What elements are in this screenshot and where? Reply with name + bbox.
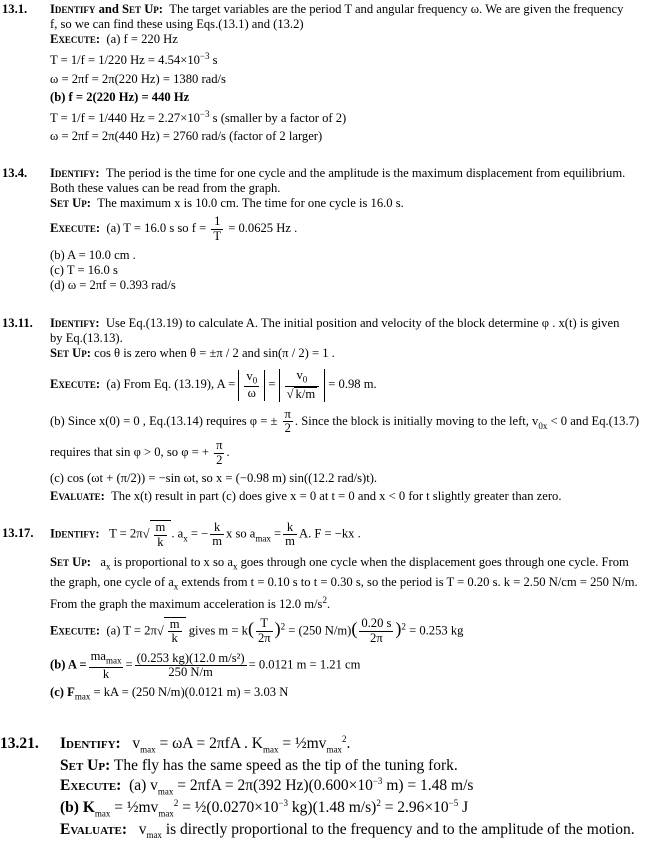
numerator: 0.20 s [361, 616, 392, 631]
formula-text: kg)(1.48 m/s) [288, 799, 377, 817]
numerator: (0.253 kg)(12.0 m/s²) [136, 650, 245, 665]
part-a: (a) From Eq. (13.19), A = [106, 377, 236, 392]
part-a: (a) T = 16.0 s so f = [106, 221, 207, 236]
denominator: 2π [370, 630, 383, 645]
problem-body [50, 166, 664, 293]
problem-body: Identify: T = 2π√ $\frac{m}{k}$ . $a_x$ = − $\frac{k}{m}$ x so $a_{max}$ = $\frac{k}{m}$ A. F = −kx . Set Up: $a_x$ is proportional to x so $a_x$ goes through one cycle when the displacement goes through one cycle. From the graph, one cycle of $a_x$ extends from t = 0.10 s to t = 0.30 s, so the period is T = 0.20 s. k = 2.50 N/cm = 250 N/m. From the graph the maximum acceleration is 12.0 $m/s^2$. Execute: (a) T = 2π√ $\frac{m}{k}$ gives m = k( $\frac{T}{2\pi}$ )$^2$ = (250 N/m)( $\frac{0.20 s}{2\pi}$ )$^2$ = 0.253 kg (b) A = $\frac{ma_{max}}{k}$ = $\frac{\text{(0.253 kg)(12.0 m/s²)}}{250 N/m}$ = 0.0121 m = 1.21 cm (c) $F_{max}$ = kA = (250 N/m)(0.0121 m) = 3.03 N [50, 519, 638, 702]
identify-text: Use Eq.(13.19) to calculate A. The initial position and velocity of the block determine φ . x(t) is given [105, 316, 620, 330]
numerator: T [256, 617, 273, 632]
formula-text: = (250 N/m) [288, 623, 352, 638]
exponent: −5 [448, 798, 459, 809]
subscript: max [94, 808, 111, 819]
fraction [359, 617, 393, 646]
evaluate-text: The x(t) result in part (c) does give x = 0 at t = 0 and x < 0 for t slightly greater than zero. [111, 489, 562, 504]
abs-value [279, 369, 326, 401]
formula-text: = 2πfA = 2π(392 Hz)(0.600×10 [173, 777, 373, 795]
part-a: (a) f = 220 Hz [106, 32, 178, 47]
identify-label: Identify: [50, 316, 100, 330]
numerator: k [210, 521, 224, 536]
evaluate-label: Evaluate: [60, 820, 128, 838]
formula-text: A. F = −kx . [298, 526, 361, 541]
exponent: −3 [278, 798, 289, 809]
superscript: 2 [341, 734, 347, 744]
part-c: (c) F [50, 684, 75, 699]
denominator: m [212, 534, 223, 549]
part-b-text-2: < 0 and Eq.(13.7) [547, 413, 640, 428]
part-b-line-2: requires that sin φ > 0, so φ = + [50, 445, 209, 460]
abs-value [238, 370, 265, 401]
fraction [211, 215, 223, 244]
formula-text: v [132, 735, 141, 753]
setup-label: Set Up: [60, 756, 111, 774]
result: m) = 1.48 m/s [382, 777, 474, 795]
setup-text: The maximum x is 10.0 cm. The time for one cycle is 16.0 s. [97, 196, 404, 211]
formula-text: = ½(0.0270×10 [178, 799, 279, 817]
numerator: π [284, 406, 291, 421]
execute-label: Execute: [60, 777, 122, 795]
setup-text: goes through one cycle when the displacement goes through one cycle. From [237, 554, 629, 569]
equals: = [125, 657, 133, 672]
subscript: 0 [252, 375, 258, 386]
denominator: 2 [216, 453, 223, 468]
execute-label: Execute: [50, 377, 101, 392]
denominator: T [213, 229, 222, 244]
part-b: (b) f = 2(220 Hz) = 440 Hz [50, 89, 190, 104]
exponent: −3 [372, 776, 383, 787]
numerator: π [216, 438, 223, 453]
subscript: max [326, 744, 342, 755]
subscript: max [157, 786, 174, 797]
denominator: m [285, 534, 295, 549]
subscript: x [232, 561, 238, 572]
execute-label: Execute: [50, 32, 101, 47]
fraction [256, 617, 273, 646]
eq-line: ω = 2πf = 2π(220 Hz) = 1380 rad/s [50, 71, 226, 86]
identify-text-2: f, so we can find these using Eqs.(13.1) and (13.2) [50, 17, 304, 32]
formula-text: x so a [226, 526, 256, 541]
problem-number: 13.1. [2, 2, 28, 16]
formula-text: = ½mv [110, 799, 159, 817]
problem-body [60, 734, 664, 842]
denominator: k [157, 534, 164, 549]
identify-text-2: by Eq.(13.13). [50, 331, 123, 346]
fraction [244, 370, 259, 401]
setup-label: Set Up: [50, 346, 91, 361]
evaluate-label: Evaluate: [50, 489, 105, 504]
sqrt: √ k/m [286, 386, 316, 401]
formula-text: v [138, 820, 147, 838]
formula-text: = − [187, 526, 209, 541]
result: = kA = (250 N/m)(0.0121 m) = 3.03 N [90, 684, 289, 699]
formula-text: = ½mv [278, 735, 327, 753]
subscript: x [173, 581, 179, 592]
identify-label: Identify: [60, 735, 121, 753]
numerator: ma [90, 649, 106, 664]
superscript: 2 [173, 798, 179, 809]
part-c: (c) cos (ωt + (π/2)) = −sin ωt, so x = (−0.98 m) sin((12.2 rad/s)t). [50, 470, 378, 485]
part-b: (b) Since x(0) = 0 , Eq.(13.14) requires φ = ± [50, 413, 278, 428]
identify-text: The period is the time for one cycle and the amplitude is the maximum displacement from equilibrium. [105, 166, 626, 180]
denominator: 250 N/m [168, 665, 213, 680]
denominator: k [171, 631, 178, 646]
eq-line: T = 1/f = 1/440 Hz = 2.27×10 [50, 111, 200, 126]
setup-text: From the graph the maximum acceleration is 12.0 m/s [50, 597, 323, 612]
subscript: max [263, 744, 279, 755]
execute-label: Execute: [50, 623, 101, 638]
result: = 0.98 m. [328, 377, 377, 392]
subscript: max [146, 830, 162, 841]
identify-label: Identify: [50, 526, 100, 541]
eq-line: T = 1/f = 1/220 Hz = 4.54×10 [50, 53, 200, 68]
exponent: −3 [199, 108, 210, 119]
fraction [285, 369, 320, 401]
numerator: m [155, 520, 166, 534]
subscript: x [183, 533, 188, 544]
part-a: (a) v [129, 777, 158, 795]
unit: s [209, 53, 218, 68]
problem-number: 13.4. [2, 166, 28, 180]
subscript: 0x [538, 420, 548, 431]
equals: = [268, 377, 276, 392]
subscript: max [74, 691, 91, 702]
subscript: max [255, 533, 271, 544]
superscript: 2 [322, 595, 327, 606]
setup-text: extends from t = 0.10 s to t = 0.30 s, so the period is T = 0.20 s. k = 2.50 N/cm = 250 N/m. [178, 575, 638, 589]
fraction [214, 439, 224, 468]
setup-text: cos θ is zero when θ = ±π / 2 and sin(π / 2) = 1 . [94, 346, 335, 361]
setup-label: Set Up: [50, 554, 91, 569]
execute-label: Execute: [50, 221, 101, 236]
setup-text: the graph, one cycle of a [50, 575, 174, 589]
part-c: (c) T = 16.0 s [50, 263, 118, 278]
formula-text: = ωA = 2πfA . K [155, 735, 263, 753]
part-b: (b) A = [50, 657, 87, 672]
subscript: max [158, 808, 174, 819]
evaluate-text: is directly proportional to the frequency and to the amplitude of the motion. [161, 820, 635, 838]
identify-label: Identify [50, 2, 96, 16]
sqrt: √ $\frac{m}{k}$ [157, 617, 186, 647]
identify-text: The target variables are the period T and angular frequency ω. We are given the frequency [169, 2, 624, 16]
denominator: 2π [257, 630, 271, 645]
fraction [135, 652, 247, 681]
subscript: x [106, 561, 111, 572]
result: = 0.0625 Hz . [228, 221, 298, 236]
fraction [283, 408, 293, 437]
numerator: 1 [211, 215, 223, 230]
denominator: 2 [284, 421, 291, 436]
fraction [283, 521, 297, 550]
period: . [346, 735, 351, 753]
identify-text-2: Both these values can be read from the graph. [50, 181, 281, 196]
part-b: (b) A = 10.0 cm . [50, 248, 136, 263]
part-b-text: . Since the block is initially moving to the left, v [294, 413, 539, 428]
sqrt: √ $\frac{m}{k}$ [143, 520, 172, 550]
formula-text: = 2.96×10 [380, 799, 449, 817]
period: . [226, 445, 230, 460]
fraction [89, 650, 124, 681]
subscript: 0 [302, 374, 308, 385]
and-word: and [98, 2, 119, 16]
radicand: k/m [295, 386, 316, 401]
formula-text: gives m = k [188, 623, 248, 638]
numerator: v [246, 368, 253, 383]
problem-number: 13.11. [2, 316, 33, 330]
setup-label: Set Up: [50, 196, 91, 211]
numerator: m [169, 616, 180, 631]
formula-text: . a [171, 526, 184, 541]
denominator: ω [247, 386, 256, 401]
setup-text: a [100, 554, 106, 569]
part-a: (a) T = 2π [106, 623, 157, 638]
result: = 0.0121 m = 1.21 cm [248, 657, 361, 672]
subscript: max [140, 744, 156, 755]
part-d: (d) ω = 2πf = 0.393 rad/s [50, 278, 176, 293]
setup-text: The fly has the same speed as the tip of the tuning fork. [113, 756, 458, 774]
problem-body [50, 316, 664, 504]
formula-text: = [270, 526, 282, 541]
fraction [210, 521, 224, 550]
setup-label: Set Up: [122, 2, 163, 16]
period: . [326, 597, 331, 612]
denominator: k [102, 666, 110, 681]
numerator: k [283, 521, 297, 536]
result: J [458, 799, 469, 817]
numerator: v [296, 368, 303, 383]
setup-text: is proportional to x so a [110, 554, 233, 569]
result: = 0.253 kg [409, 623, 464, 638]
eq-line: ω = 2πf = 2π(440 Hz) = 2760 rad/s (factor of 2 larger) [50, 129, 323, 144]
problem-number: 13.17. [2, 526, 34, 540]
part-b: (b) K [60, 799, 95, 817]
identify-label: Identify: [50, 166, 100, 180]
problem-body [50, 2, 664, 144]
subscript: max [105, 655, 122, 666]
formula-text: T = 2π [109, 526, 143, 541]
problem-number: 13.21. [0, 735, 39, 752]
exponent: −3 [199, 51, 210, 62]
superscript: 2 [376, 798, 381, 809]
unit: s (smaller by a factor of 2) [209, 111, 347, 126]
